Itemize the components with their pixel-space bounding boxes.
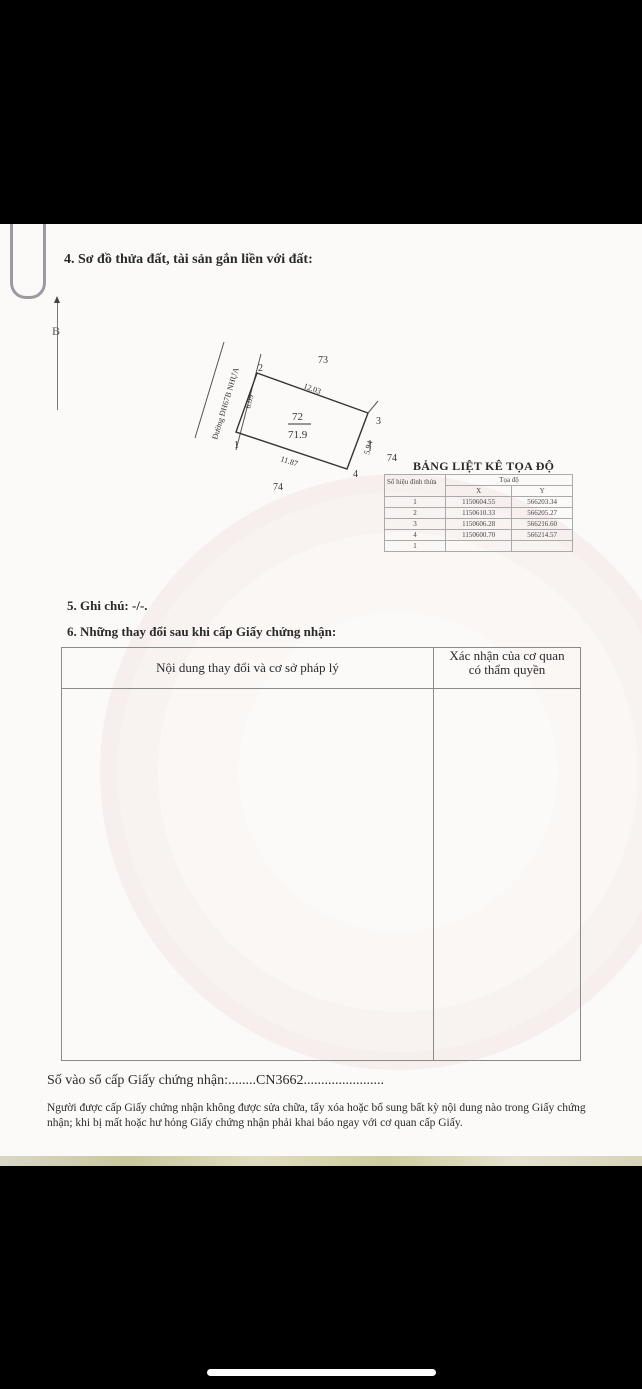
table-row (385, 519, 573, 530)
col-group-coords: Tọa độ (446, 475, 573, 486)
col-vertex-label: Số hiệu đỉnh thửa (385, 475, 446, 497)
vertex-id: 3 (385, 519, 446, 530)
registration-number: Số vào sổ cấp Giấy chứng nhận:........CN3662....................... (47, 1073, 384, 1088)
table-row (385, 541, 573, 552)
parcel-area: 71.9 (288, 429, 308, 441)
edge-1-2: 6.09 (243, 393, 256, 410)
vertex-id: 1 (385, 541, 446, 552)
coord-y: 566203.34 (512, 497, 573, 508)
coord-y: 566214.57 (512, 530, 573, 541)
vertex-id: 4 (385, 530, 446, 541)
edge-2-3: 12.03 (302, 381, 323, 397)
coord-x: 1150610.33 (446, 508, 512, 519)
point-2: 2 (258, 363, 263, 374)
section-5-title: 5. Ghi chú: -/-. (67, 598, 148, 613)
changes-table (61, 647, 581, 1061)
neighbor-south: 74 (273, 482, 283, 493)
coord-y (512, 541, 573, 552)
section-4-title: 4. Sơ đồ thửa đất, tài sản gắn liền với đất: (64, 252, 313, 267)
coord-table-title: BẢNG LIỆT KÊ TỌA ĐỘ (413, 459, 555, 473)
point-3: 3 (376, 416, 381, 427)
coord-table (384, 474, 573, 552)
point-4: 4 (353, 469, 358, 480)
coord-x: 1150600.70 (446, 530, 512, 541)
home-indicator[interactable] (207, 1369, 436, 1376)
neighbor-north: 73 (318, 355, 328, 366)
section-6-title: 6. Những thay đổi sau khi cấp Giấy chứng nhận: (67, 624, 337, 639)
col-x: X (446, 486, 512, 497)
edge-4-1: 11.87 (279, 454, 299, 469)
col-header-authority-line1: Xác nhận của cơ quan (449, 648, 565, 663)
col-header-content: Nội dung thay đổi và cơ sở pháp lý (156, 660, 339, 675)
vertex-id: 1 (385, 497, 446, 508)
coord-y: 566216.60 (512, 519, 573, 530)
coord-y: 566205.27 (512, 508, 573, 519)
notice-text: Người được cấp Giấy chứng nhận không được sửa chữa, tẩy xóa hoặc bổ sung bất kỳ nội dung nào trong Giấy chứng nhận; khi bị mất hoặc hư hỏng Giấy chứng nhận phải khai báo ngay với cơ quan cấp Giấy. (47, 1102, 586, 1129)
vertex-id: 2 (385, 508, 446, 519)
col-header-authority (434, 648, 580, 677)
header-divider (62, 688, 580, 689)
neighbor-east: 74 (387, 453, 397, 464)
col-y: Y (512, 486, 573, 497)
table-row (385, 530, 573, 541)
page-edge (0, 1156, 642, 1166)
col-header-authority-line2: có thẩm quyền (468, 662, 546, 677)
coord-x: 1150606.28 (446, 519, 512, 530)
edge-3-4: 5.94 (362, 439, 375, 456)
parcel-number: 72 (292, 411, 303, 423)
table-row (385, 508, 573, 519)
coord-x: 1150604.55 (446, 497, 512, 508)
road-label: Đường ĐH67B NHỰA (210, 366, 241, 441)
coord-x (446, 541, 512, 552)
north-label: B (52, 324, 61, 338)
table-row (385, 497, 573, 508)
column-divider (433, 648, 434, 1060)
point-1: 1 (234, 440, 239, 451)
